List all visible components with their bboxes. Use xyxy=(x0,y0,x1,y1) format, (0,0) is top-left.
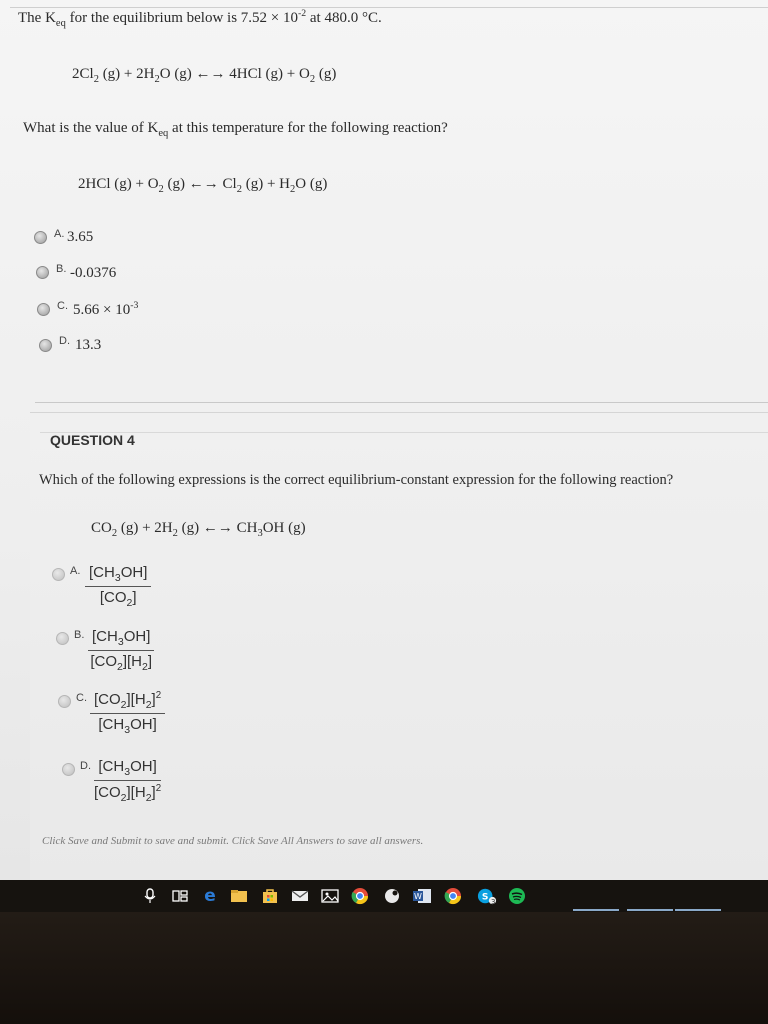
q3-option-b-text: -0.0376 xyxy=(70,265,117,281)
save-instructions: Click Save and Submit to save and submit. Click Save All Answers to save all answers. xyxy=(42,835,424,847)
spotify-icon[interactable] xyxy=(507,886,527,906)
eq-sub: 3 xyxy=(257,528,263,539)
file-explorer-icon[interactable] xyxy=(229,886,249,906)
q3-equation-2 xyxy=(78,176,327,195)
q3-intro xyxy=(18,8,382,29)
q4-option-a-radio[interactable] xyxy=(52,568,65,581)
eq-part: OH (g) xyxy=(262,520,306,536)
q4-option-b-letter: B. xyxy=(74,629,85,641)
q3-option-c-letter: C. xyxy=(57,300,68,312)
q4-option-b-fraction xyxy=(88,628,154,673)
app-icon[interactable] xyxy=(382,886,402,906)
photos-icon[interactable] xyxy=(320,886,340,906)
eq-sub: 2 xyxy=(309,74,316,85)
skype-badge: 3 xyxy=(491,898,496,906)
active-app-indicator xyxy=(675,909,721,911)
q3-intro-sub: eq xyxy=(55,18,66,29)
eq-part: 2Cl xyxy=(72,66,94,82)
fraction-denominator: $[CH_3OH]$ xyxy=(98,716,157,736)
q3-option-b-radio[interactable] xyxy=(36,266,49,279)
eq-sub: 2 xyxy=(111,528,118,539)
eq-part: (g) + 2H xyxy=(98,66,155,82)
q3-option-c-radio[interactable] xyxy=(37,303,50,316)
fraction-numerator: $[CH_3OH]$ xyxy=(98,758,157,778)
eq-part: (g) ←→ Cl xyxy=(163,176,237,192)
q4-option-c-letter: C. xyxy=(76,692,87,704)
q3-option-c-base: 5.66 × 10 xyxy=(73,302,131,318)
eq-part: CO xyxy=(91,520,112,536)
q4-header-divider xyxy=(40,432,768,433)
q3-intro-text: The K xyxy=(18,10,56,26)
eq-sub: 2 xyxy=(236,184,242,195)
eq-part: O (g) ←→ 4HCl (g) + O xyxy=(159,66,310,82)
q3-option-c-text xyxy=(73,300,138,319)
q4-option-d-letter: D. xyxy=(80,760,91,772)
q4-equation xyxy=(91,520,306,539)
fraction-denominator: $[CO_2]$ xyxy=(99,589,137,609)
eq-part: O (g) xyxy=(295,176,328,192)
chrome-icon[interactable] xyxy=(443,886,463,906)
eq-part: (g) xyxy=(315,66,337,82)
svg-text:W: W xyxy=(414,892,422,901)
task-view-icon[interactable] xyxy=(170,886,190,906)
store-icon[interactable] xyxy=(260,886,280,906)
eq-sub: 2 xyxy=(158,184,164,195)
q4-option-d-fraction xyxy=(94,758,161,804)
q3-intro-exp: -2 xyxy=(298,8,307,19)
active-app-indicator xyxy=(573,909,619,911)
desk-surface xyxy=(0,912,768,1024)
word-icon[interactable] xyxy=(412,886,432,906)
q3-question-text: What is the value of K xyxy=(23,120,159,136)
q3-question xyxy=(23,120,448,139)
eq-sub: 2 xyxy=(93,74,99,85)
mail-icon[interactable] xyxy=(290,886,310,906)
section-divider xyxy=(35,402,768,403)
edge-icon[interactable]: e xyxy=(204,886,216,906)
q3-option-d-text: 13.3 xyxy=(75,337,102,353)
q4-option-c-fraction xyxy=(90,690,165,736)
fraction-denominator: $[CO_2][H_2]^2$ xyxy=(94,783,162,804)
q3-option-b-letter: B. xyxy=(56,263,67,275)
eq-sub: 2 xyxy=(290,184,296,195)
q4-option-a-fraction xyxy=(85,564,151,609)
fraction-numerator: $[CO_2][H_2]^2$ xyxy=(94,690,162,711)
q3-option-a-letter: A. xyxy=(54,228,65,240)
q3-intro-text-2: for the equilibrium below is 7.52 × 10 xyxy=(65,10,299,26)
q3-question-text-2: at this temperature for the following reaction? xyxy=(168,120,448,136)
q3-option-a-radio[interactable] xyxy=(34,231,47,244)
q3-option-d-radio[interactable] xyxy=(39,339,52,352)
q3-question-sub: eq xyxy=(158,128,169,139)
fraction-numerator: $[CH_3OH]$ xyxy=(89,564,148,584)
q4-question: Which of the following expressions is the correct equilibrium-constant expression for the following reaction? xyxy=(39,472,674,488)
q4-option-c-radio[interactable] xyxy=(58,695,71,708)
eq-part: (g) ←→ CH xyxy=(177,520,258,536)
eq-part: (g) + 2H xyxy=(117,520,173,536)
q3-equation-1 xyxy=(72,66,336,85)
chrome-icon[interactable] xyxy=(350,886,370,906)
q4-option-d-radio[interactable] xyxy=(62,763,75,776)
q3-option-c-exp: -3 xyxy=(130,300,139,311)
eq-sub: 2 xyxy=(154,74,160,85)
q3-option-d-letter: D. xyxy=(59,335,70,347)
microphone-icon[interactable] xyxy=(140,886,160,906)
eq-part: 2HCl (g) + O xyxy=(78,176,159,192)
q4-option-a-letter: A. xyxy=(70,565,81,577)
q3-intro-text-3: at 480.0 °C. xyxy=(306,10,382,26)
svg-text:S: S xyxy=(481,892,489,903)
q4-option-b-radio[interactable] xyxy=(56,632,69,645)
q3-option-a-text: 3.65 xyxy=(67,229,94,245)
fraction-denominator: $[CO_2][H_2]$ xyxy=(90,653,153,673)
active-app-indicator xyxy=(627,909,673,911)
q4-heading: QUESTION 4 xyxy=(50,432,135,448)
eq-sub: 2 xyxy=(172,528,178,539)
fraction-numerator: $[CH_3OH]$ xyxy=(92,628,151,648)
eq-part: (g) + H xyxy=(241,176,291,192)
